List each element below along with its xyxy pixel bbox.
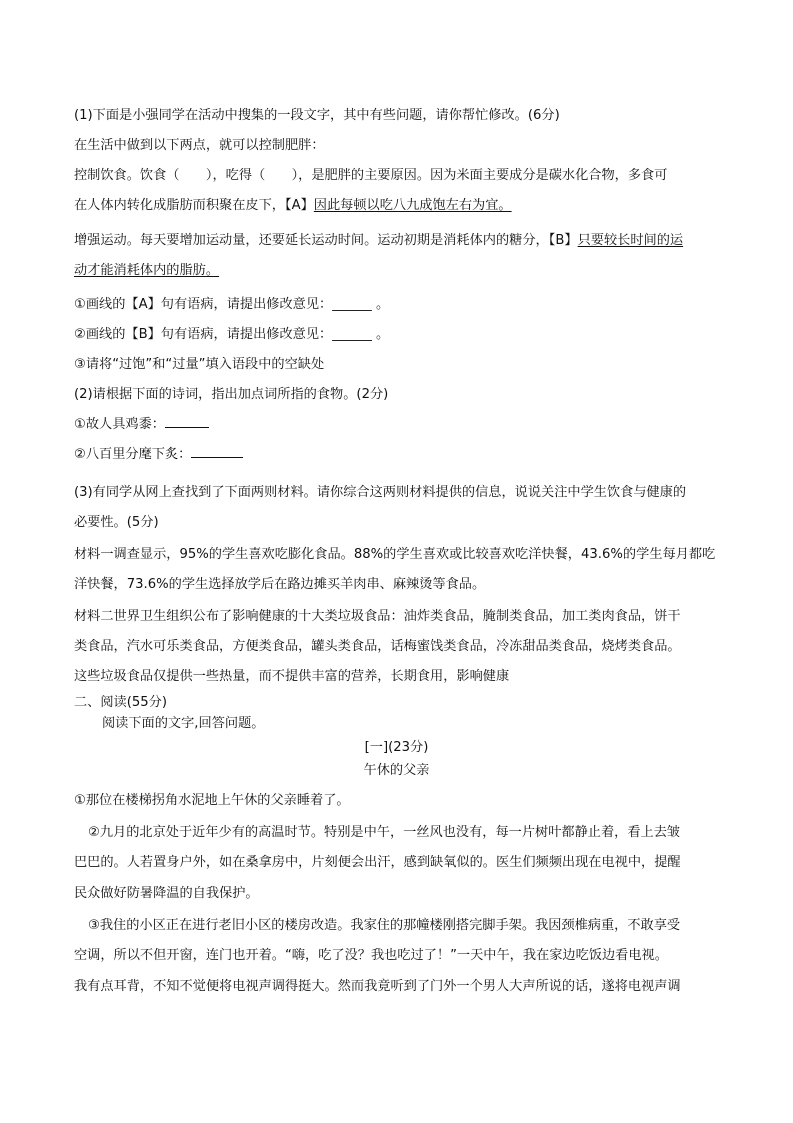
q1-sub3: ③请将“过饱”和“过量”填入语段中的空缺处	[74, 357, 325, 372]
q1-sub2: ②画线的【B】句有语病，请提出修改意见：______ 。	[74, 327, 390, 342]
reading-instruction: 阅读下面的文字,回答问题。	[102, 716, 265, 731]
q1-sub1: ①画线的【A】句有语病，请提出修改意见：______ 。	[74, 297, 390, 312]
part-label: [一](23分)	[364, 740, 429, 755]
underlined-sentence-b-cont: 动才能消耗体内的脂肪。	[74, 263, 220, 278]
material-two: 类食品，汽水可乐类食品，方便类食品，罐头类食品，话梅蜜饯类食品，冷冻甜品类食品，烧烤类食品。	[74, 639, 681, 654]
paragraph: 巴巴的。人若置身户外，如在桑拿房中，片刻便会出汗，感到缺氧似的。医生们频频出现在电视中，提醒	[74, 855, 681, 870]
paragraph: ②九月的北京处于近年少有的高温时节。特别是中午，一丝风也没有，每一片树叶都静止着，看上去皱	[88, 825, 681, 840]
q2-sub1	[74, 415, 209, 434]
q1-line	[74, 197, 512, 215]
answer-blank	[191, 445, 243, 458]
q2-sub1-text: ①故人具鸡黍：	[74, 417, 165, 432]
q1-line: 控制饮食。饮食（ ），吃得（ ），是肥胖的主要原因。因为米面主要成分是碳水化合物，多食可	[74, 168, 668, 183]
paragraph: 我有点耳背，不知不觉便将电视声调得挺大。然而我竟听到了门外一个男人大声所说的话，遂将电视声调	[74, 979, 681, 994]
material-two: 材料二世界卫生组织公布了影响健康的十大类垃圾食品：油炸类食品，腌制类食品，加工类肉食品，饼干	[74, 609, 681, 624]
section-heading: 二、阅读(55分)	[74, 695, 168, 710]
answer-blank	[165, 415, 209, 428]
q3-intro: 必要性。(5分)	[74, 515, 159, 530]
underlined-sentence-b: 只要较长时间的运	[577, 233, 684, 248]
material-two: 这些垃圾食品仅提供一些热量，而不提供丰富的营养，长期食用，影响健康	[74, 669, 510, 684]
q1-line: 在生活中做到以下两点，就可以控制肥胖：	[74, 138, 325, 153]
paragraph: 民众做好防暑降温的自我保护。	[74, 886, 259, 901]
material-one: 材料一调查显示，95%的学生喜欢吃膨化食品。88%的学生喜欢或比较喜欢吃洋快餐，43.6%的学生每月都吃	[74, 547, 716, 562]
material-one: 洋快餐，73.6%的学生选择放学后在路边摊买羊肉串、麻辣烫等食品。	[74, 577, 486, 592]
q2-sub2	[74, 445, 243, 464]
q2-intro: (2)请根据下面的诗词，指出加点词所指的食物。(2分)	[74, 387, 389, 402]
q1-intro: (1)下面是小强同学在活动中搜集的一段文字，其中有些问题，请你帮忙修改。(6分)	[74, 108, 560, 123]
paragraph: ③我住的小区正在进行老旧小区的楼房改造。我家住的那幢楼刚搭完脚手架。我因颈椎病重，不敢享受	[88, 918, 681, 933]
paragraph: ①那位在楼梯拐角水泥地上午休的父亲睡着了。	[74, 793, 350, 808]
q1-line	[74, 232, 683, 250]
article-title: 午休的父亲	[363, 763, 430, 778]
q2-sub2-text: ②八百里分麾下炙：	[74, 447, 192, 462]
q1-text: 增强运动。每天要增加运动量，还要延长运动时间。运动初期是消耗体内的糖分，【B】	[74, 233, 578, 248]
q1-line	[74, 262, 219, 280]
underlined-sentence-a: 因此每顿以吃八九成饱左右为宜。	[313, 198, 512, 213]
q3-intro: (3)有同学从网上查找到了下面两则材料。请你综合这两则材料提供的信息，说说关注中学生饮食与健康的	[74, 485, 687, 500]
paragraph: 空调，所以不但开窗，连门也开着。“嗨，吃了没？我也吃过了！”一天中午，我在家边吃饭边看电视。	[74, 948, 668, 963]
q1-text: 在人体内转化成脂肪而积聚在皮下，【A】	[74, 198, 314, 213]
